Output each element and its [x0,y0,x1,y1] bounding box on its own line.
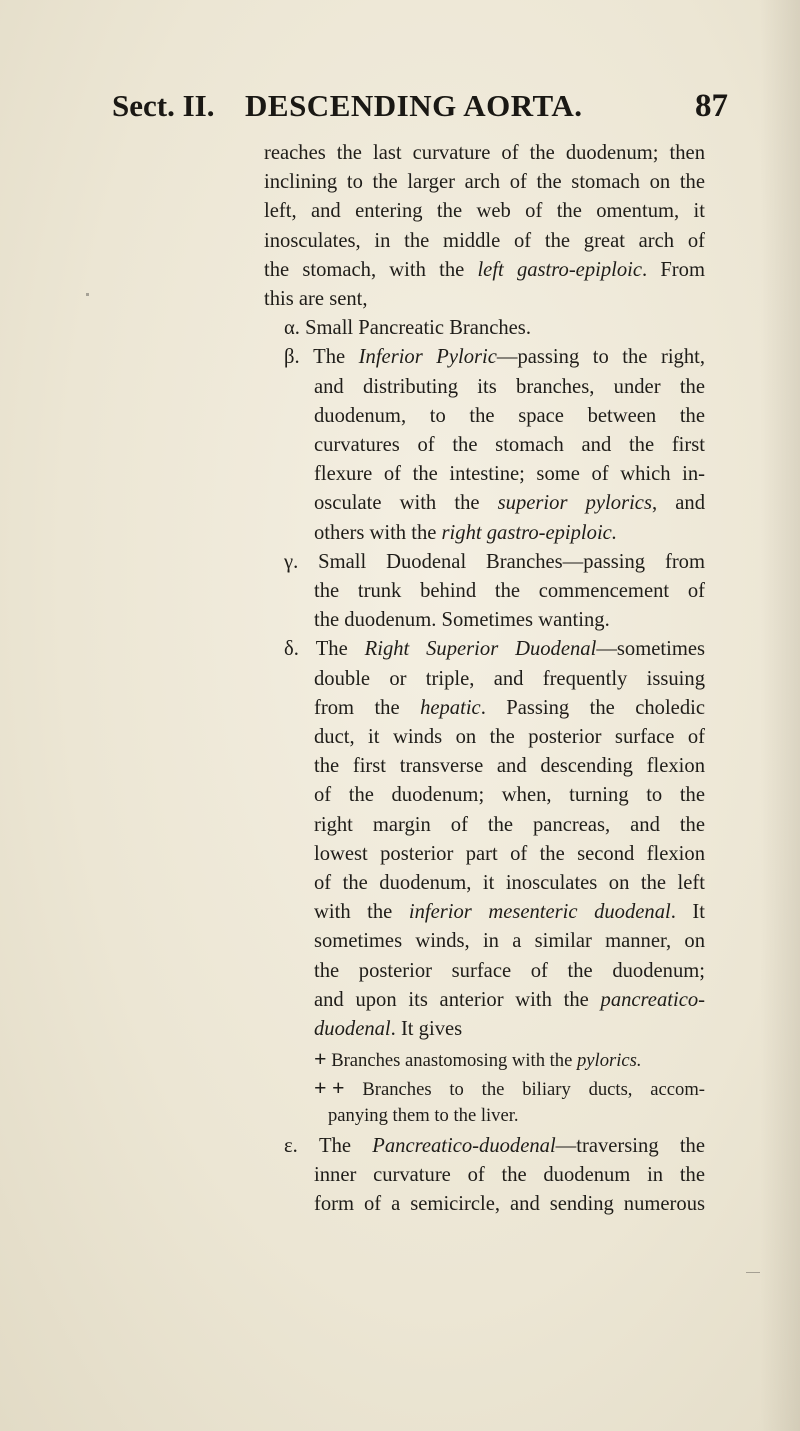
text-run: α. Small Pancreatic Branches. [284,317,531,340]
text-run: flexure of the intestine; some of which in- [314,463,705,486]
text-run: from the [314,696,421,719]
text-run: inclining to the larger arch of the stomach on the [264,171,705,194]
italic-term: Inferior Pyloric [358,346,497,369]
italic-term: superior pylorics [497,492,652,515]
text-line [314,523,617,544]
text-line [314,406,705,427]
text-run: . It [670,901,705,924]
text-line [328,1104,519,1126]
text-run: —traversing the [555,1134,705,1157]
text-run: ε. The [284,1134,373,1157]
text-line [314,961,705,982]
text-run: the trunk behind the commencement of [314,580,705,602]
text-run: δ. The [284,638,365,661]
text-line [284,552,705,573]
text-line [314,581,705,602]
text-run: right margin of the pancreas, and the [314,813,705,836]
speck [86,293,89,296]
text-line [284,1136,705,1157]
text-line [264,231,705,252]
italic-term: inferior mesenteric duodenal [408,901,671,924]
page-number: 87 [695,88,728,124]
text-run: inner curvature of the duodenum in the [314,1164,705,1186]
text-run: . Passing the choledic [480,696,705,719]
text-run: curvatures of the stomach and the first [314,434,705,456]
text-line [264,260,705,281]
text-run: this are sent, [264,288,368,310]
text-run: Branches to the biliary ducts, accom- [344,1079,705,1101]
text-line [264,289,368,310]
text-line [314,464,705,485]
italic-term: pancreatico- [600,988,705,1011]
text-line [314,698,705,719]
dagger-mark: + [314,1046,327,1072]
text-line [314,1077,705,1100]
text-run: form of a semicircle, and sending numerous [314,1193,705,1216]
italic-term: left gastro-epiploic [477,258,643,281]
italic-term: pylorics. [577,1050,642,1072]
text-run: panying them to the liver. [328,1104,519,1126]
italic-term: duodenal [314,1018,391,1040]
text-run: inosculates, in the middle of the great arch of [264,229,705,252]
text-run: left, and entering the web of the omentum, it [264,200,705,223]
page-title: DESCENDING AORTA. [245,88,583,123]
text-run: and distributing its branches, under the [314,375,705,398]
text-line [314,990,705,1011]
text-run: the first transverse and descending flexion [314,755,705,778]
text-run: duodenum, to the space between the [314,404,705,427]
text-run: with the [314,901,409,924]
text-run: reaches the last curvature of the duodenum; then [264,142,705,164]
text-line [314,1048,642,1071]
text-run: lowest posterior part of the second flexion [314,842,705,865]
italic-term: Right Superior Duodenal [364,638,597,661]
text-run: the stomach, with the [264,258,478,281]
text-run: β. The [284,346,359,369]
text-line [314,1019,462,1040]
text-run: of the duodenum; when, turning to the [314,784,705,807]
section-label: Sect. II. [112,88,215,123]
text-run: others with the [314,521,442,544]
dagger-mark: + + [314,1075,345,1101]
text-line [314,610,610,631]
text-line [314,756,705,777]
speck [746,1272,760,1273]
text-run: osculate with the [314,492,498,515]
italic-term: right gastro-epiploic. [441,521,617,544]
text-run: double or triple, and frequently issuing [314,667,705,690]
text-line [264,201,705,222]
text-line [314,493,705,514]
text-run: duct, it winds on the posterior surface of [314,726,705,748]
text-line [314,844,705,865]
text-line [314,727,705,748]
text-run: , and [651,492,705,515]
text-line [284,318,531,339]
text-run: —sometimes [596,638,705,661]
text-line [284,347,705,368]
text-run: . From [642,258,705,281]
text-run: —passing to the right, [496,346,706,369]
text-line [314,377,705,398]
italic-term: Pancreatico-duodenal [372,1134,556,1157]
text-run: Branches anastomosing with the [326,1050,577,1072]
text-line [314,669,705,690]
text-line [314,435,705,456]
text-run: . It gives [390,1018,463,1040]
text-line [314,873,705,894]
text-line [314,815,705,836]
text-line [314,902,705,923]
text-run: of the duodenum, it inosculates on the left [314,872,705,894]
text-run: sometimes winds, in a similar manner, on [314,930,705,953]
text-line [314,931,705,952]
text-run: γ. Small Duodenal Branches—passing from [284,550,705,573]
italic-term: hepatic [420,696,481,719]
text-line [284,639,705,660]
text-run: the duodenum. Sometimes wanting. [314,609,610,632]
text-line [314,1165,705,1186]
text-line [264,172,705,193]
text-run: and upon its anterior with the [314,988,601,1011]
text-line [314,785,705,806]
text-run: the posterior surface of the duodenum; [314,959,705,982]
text-line [314,1194,705,1215]
text-line [264,143,705,164]
